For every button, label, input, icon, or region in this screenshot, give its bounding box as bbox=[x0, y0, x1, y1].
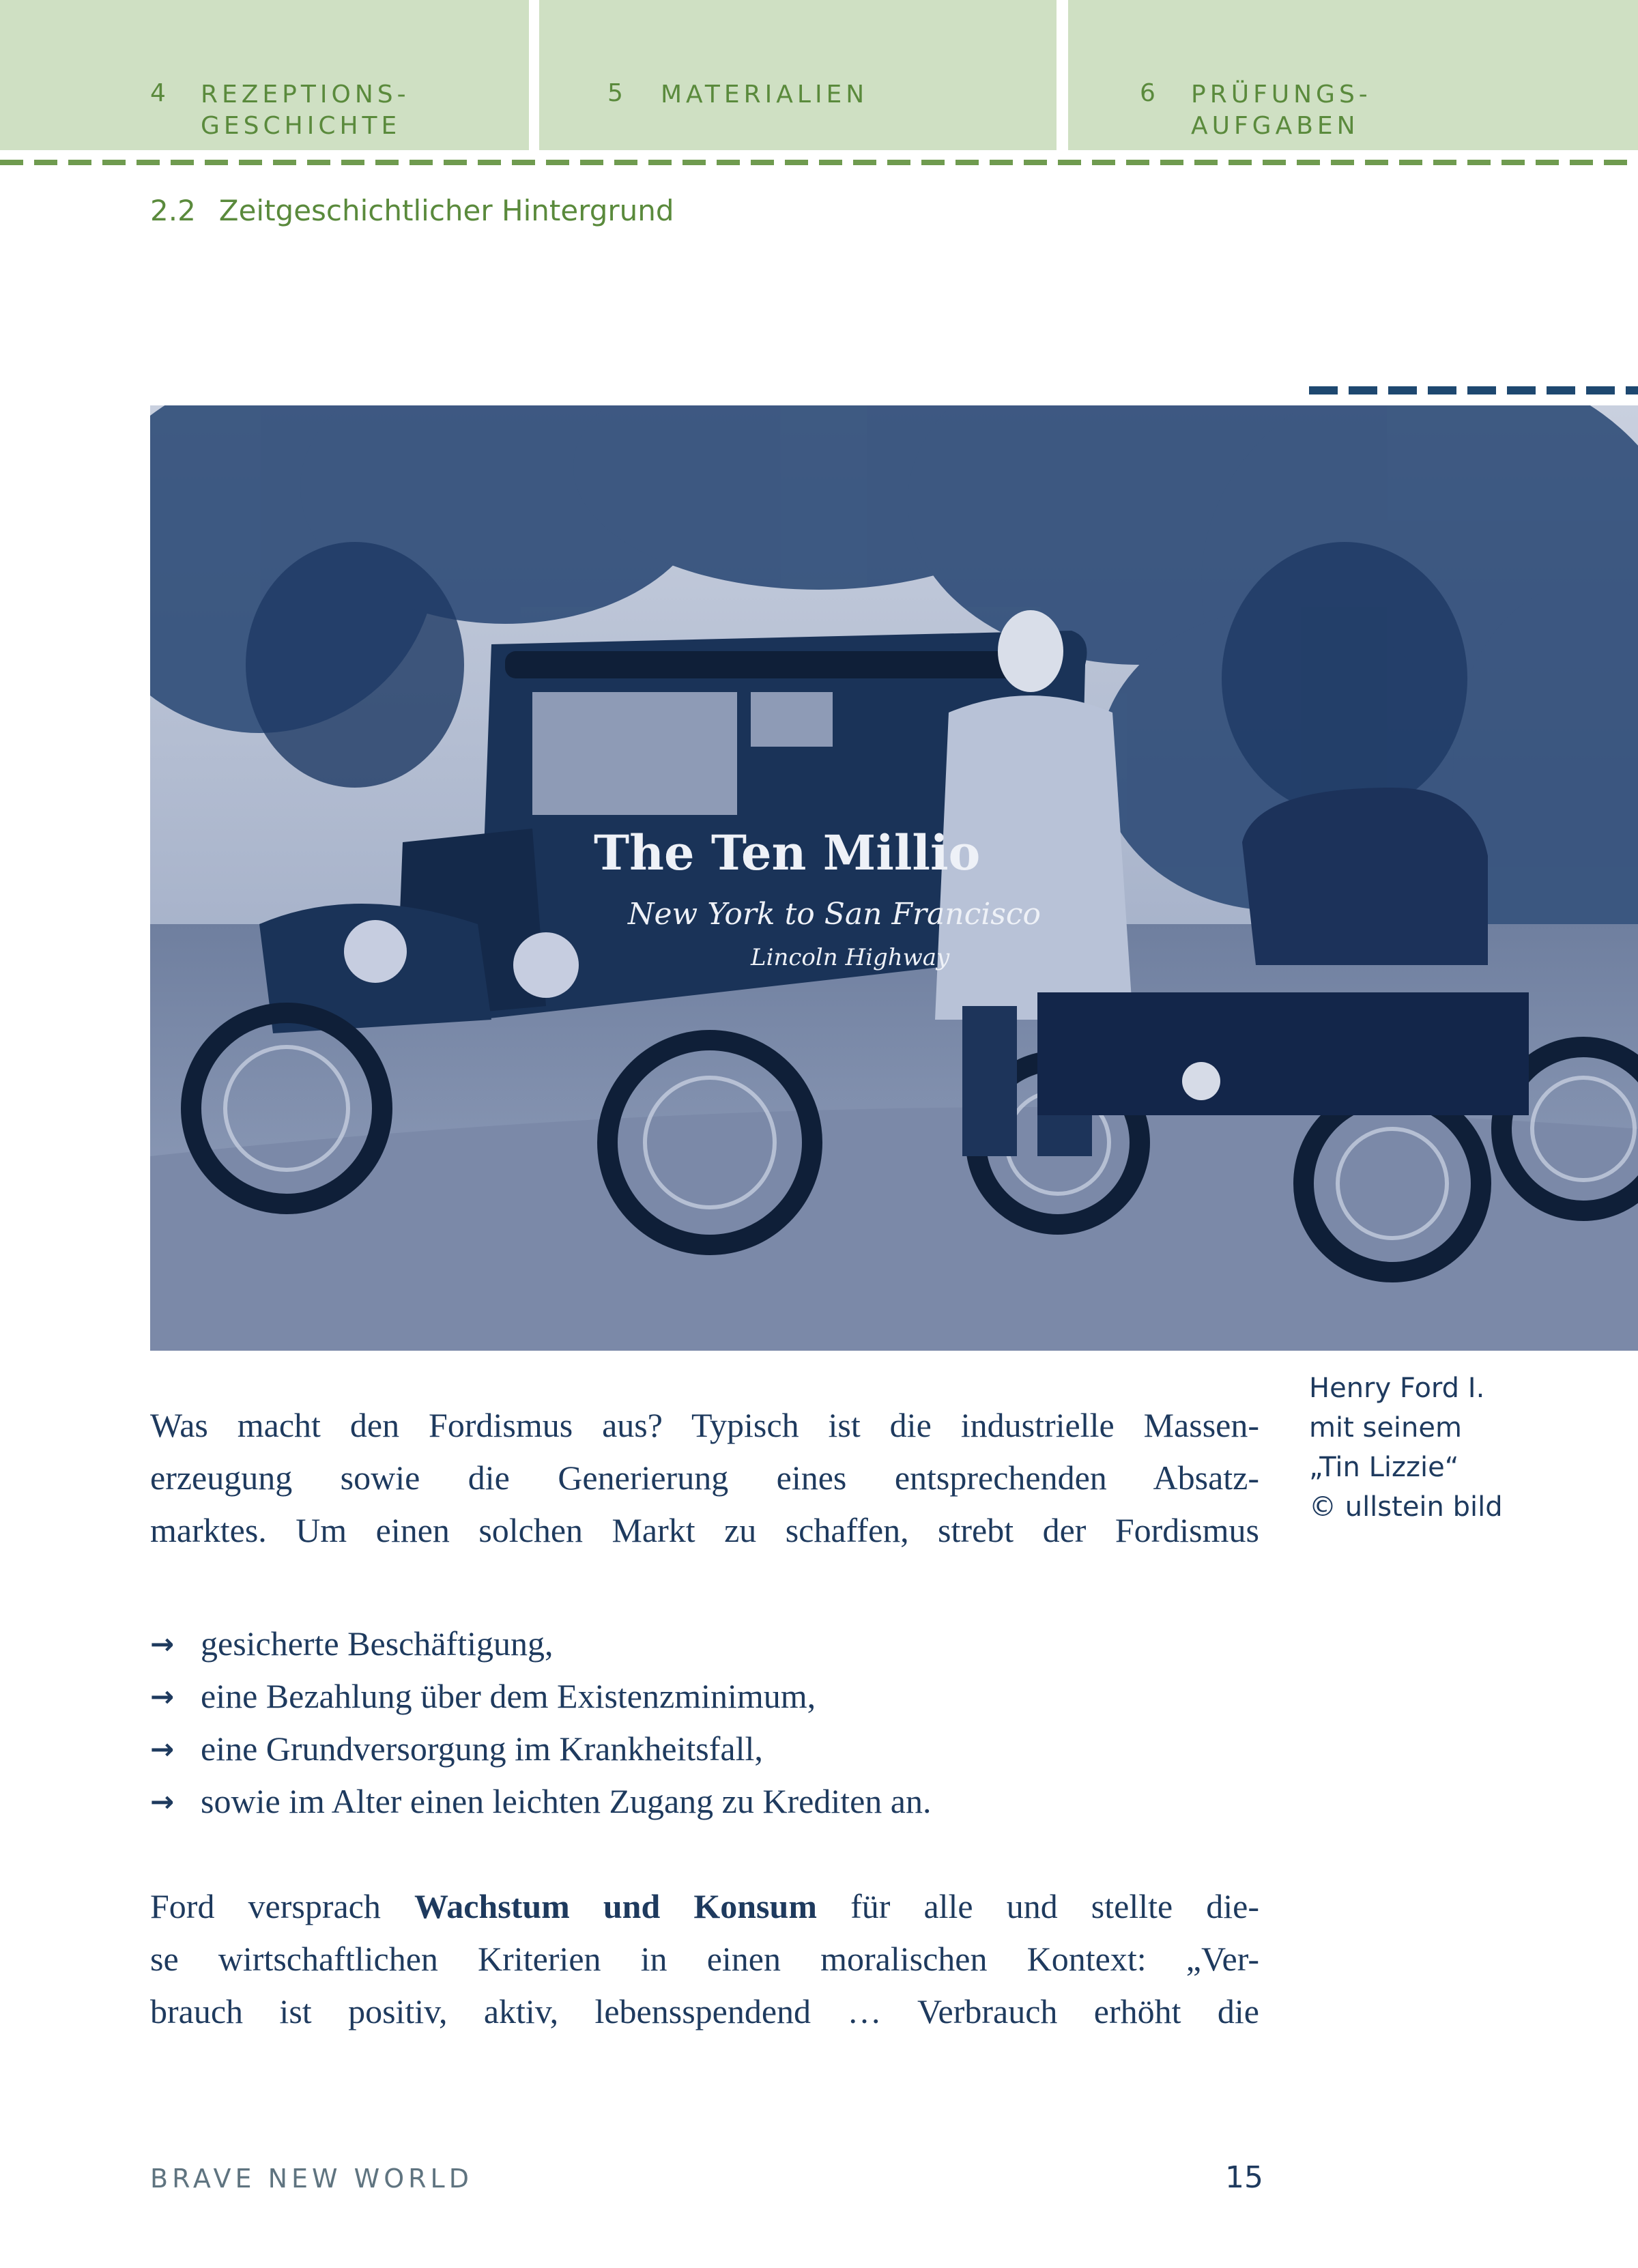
footer-book-title: BRAVE NEW WORLD bbox=[150, 2164, 473, 2194]
tab-label-line2: GESCHICHTE bbox=[201, 112, 401, 140]
paragraph-line: marktes. Um einen solchen Markt zu schaffen, strebt der Fordismus bbox=[150, 1511, 1259, 1549]
tab-label-line1: MATERIALIEN bbox=[661, 81, 869, 109]
tab-materialien[interactable] bbox=[539, 0, 1057, 150]
caption-line: mit seinem bbox=[1309, 1412, 1462, 1444]
section-heading bbox=[150, 194, 674, 227]
emphasis-wachstum-konsum: Wachstum und Konsum bbox=[414, 1887, 817, 1925]
arrow-right-icon: → bbox=[150, 1627, 175, 1661]
car-signage-line3: Lincoln Highway bbox=[751, 944, 950, 971]
section-number: 2.2 bbox=[150, 194, 196, 227]
list-item-text: sowie im Alter einen leichten Zugang zu Krediten an. bbox=[201, 1782, 932, 1820]
tab-label-line2: AUFGABEN bbox=[1191, 112, 1360, 140]
photo-caption bbox=[1309, 1368, 1623, 1527]
page-number: 15 bbox=[1225, 2160, 1263, 2195]
photo-divider bbox=[1309, 386, 1638, 394]
tab-label-line1: PRÜFUNGS- bbox=[1191, 81, 1372, 109]
caption-credit: © ullstein bild bbox=[1309, 1491, 1503, 1523]
list-item-text: eine Grundversorgung im Krankheitsfall, bbox=[201, 1729, 763, 1768]
list-item-text: eine Bezahlung über dem Existenzminimum, bbox=[201, 1677, 816, 1715]
tab-label bbox=[661, 79, 868, 111]
car-signage-line1: The Ten Millio bbox=[594, 824, 981, 881]
header-divider bbox=[0, 160, 1638, 165]
caption-line: „Tin Lizzie“ bbox=[1309, 1452, 1459, 1483]
arrow-right-icon: → bbox=[150, 1680, 175, 1713]
arrow-right-icon: → bbox=[150, 1732, 175, 1766]
tab-number: 4 bbox=[150, 79, 170, 107]
list-item bbox=[150, 1723, 1259, 1775]
paragraph-ford bbox=[150, 1880, 1259, 2038]
bullet-list bbox=[150, 1618, 1259, 1828]
tab-number: 6 bbox=[1140, 79, 1160, 107]
paragraph-line: erzeugung sowie die Generierung eines entsprechenden Absatz- bbox=[150, 1459, 1259, 1497]
paragraph-line bbox=[150, 1880, 1259, 1933]
caption-line: Henry Ford I. bbox=[1309, 1373, 1485, 1404]
list-item bbox=[150, 1670, 1259, 1723]
paragraph-intro bbox=[150, 1399, 1259, 1557]
paragraph-line: brauch ist positiv, aktiv, lebensspendend … Verbrauch erhöht die bbox=[150, 1992, 1259, 2030]
tab-rezeptionsgeschichte[interactable] bbox=[0, 0, 529, 150]
tab-number: 5 bbox=[607, 79, 627, 107]
list-item bbox=[150, 1775, 1259, 1828]
tab-label bbox=[201, 79, 410, 142]
list-item bbox=[150, 1618, 1259, 1670]
tab-label bbox=[1191, 79, 1372, 142]
paragraph-line: se wirtschaftlichen Kriterien in einen moralischen Kontext: „Ver- bbox=[150, 1940, 1259, 1978]
photo-henry-ford-model-t bbox=[150, 405, 1638, 1351]
car-signage-line2: New York to San Francisco bbox=[628, 897, 1041, 932]
list-item-text: gesicherte Beschäftigung, bbox=[201, 1624, 554, 1663]
tab-label-line1: REZEPTIONS- bbox=[201, 81, 410, 109]
paragraph-line: Was macht den Fordismus aus? Typisch ist die industrielle Massen- bbox=[150, 1406, 1259, 1444]
arrow-right-icon: → bbox=[150, 1785, 175, 1818]
text-run: für alle und stellte die- bbox=[816, 1887, 1259, 1925]
text-run: Ford versprach bbox=[150, 1887, 414, 1925]
tab-pruefungsaufgaben[interactable] bbox=[1068, 0, 1638, 150]
section-title: Zeitgeschichtlicher Hintergrund bbox=[218, 194, 674, 227]
photo-illustration bbox=[150, 405, 1638, 1351]
